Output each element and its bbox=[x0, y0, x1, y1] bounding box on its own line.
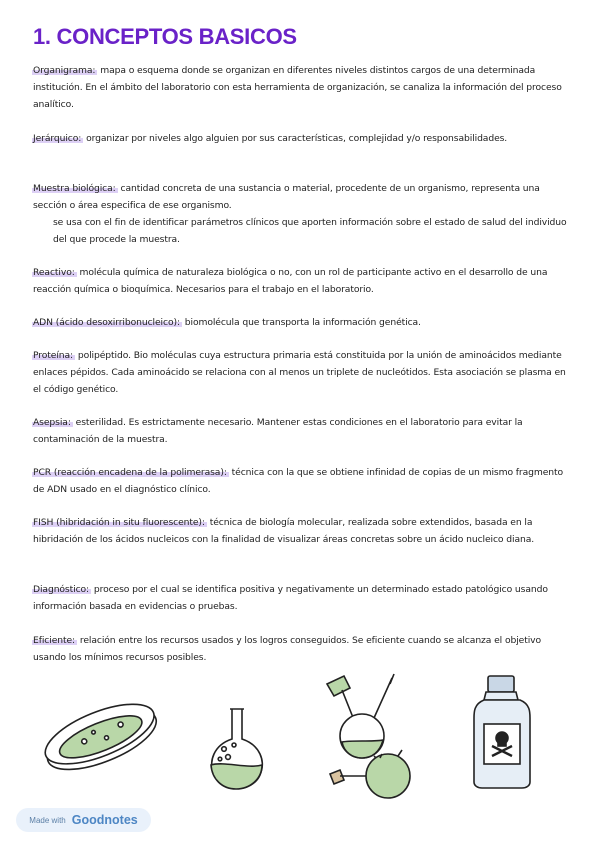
poison-bottle-icon bbox=[470, 672, 534, 790]
round-flask-icon bbox=[200, 703, 272, 795]
entry-reactivo bbox=[33, 264, 573, 298]
made-with-goodnotes-badge[interactable] bbox=[16, 808, 151, 832]
term: FISH (hibridación in situ fluorescente): bbox=[33, 517, 205, 528]
definition: proceso por el cual se identifica positiva y negativamente un determinado estado patológico usando información basada en evidencias o pruebas. bbox=[33, 584, 548, 612]
page-title: 1. CONCEPTOS BASICOS bbox=[33, 24, 297, 49]
definition: técnica de biología molecular, realizada sobre extendidos, basada en la hibridación de los ácidos nucleicos con la finalidad de visualizar áreas concretas sobre un ácido nucleico diana. bbox=[33, 517, 535, 545]
entry-proteina bbox=[33, 347, 573, 398]
distillation-flask-icon bbox=[322, 670, 422, 802]
definition: técnica con la que se obtiene infinidad de copias de un mismo fragmento de ADN usado en el diagnóstico clínico. bbox=[33, 467, 564, 495]
entry-adn bbox=[33, 314, 573, 331]
entry-diagnostico bbox=[33, 581, 573, 615]
goodnotes-logo-text: Goodnotes bbox=[71, 813, 138, 827]
term: ADN (ácido desoxirribonucleico): bbox=[33, 317, 180, 328]
term: PCR (reacción encadena de la polimerasa): bbox=[33, 467, 227, 478]
petri-dish-icon bbox=[35, 690, 165, 775]
entry-organigrama bbox=[33, 62, 573, 113]
entry-eficiente bbox=[33, 632, 573, 666]
definition: biomolécula que transporta la información genética. bbox=[181, 317, 421, 328]
term: Diagnóstico: bbox=[33, 584, 90, 595]
definition: mapa o esquema donde se organizan en diferentes niveles distintos cargos de una determinada institución. En el ámbito del laboratorio con esta herramienta de organización, se canaliza la información del proceso analítico. bbox=[33, 65, 562, 110]
term: Eficiente: bbox=[33, 635, 76, 646]
entry-fish bbox=[33, 514, 573, 548]
definition: polipéptido. Bio moléculas cuya estructura primaria está constituida por la unión de aminoácidos mediante enlaces pépidos. Cada aminoácido se relaciona con al menos un triplete de nucleótidos. Esta asociación se plasma en el código genético. bbox=[33, 350, 566, 395]
term: Jerárquico: bbox=[33, 133, 82, 144]
term: Organigrama: bbox=[33, 65, 96, 76]
definition: molécula química de naturaleza biológica o no, con un rol de participante activo en el desarrollo de una reacción química o bioquímica. Necesarios para el trabajo en el laboratorio. bbox=[33, 267, 548, 295]
entry-asepsia bbox=[33, 414, 573, 448]
entry-jerarquico bbox=[33, 130, 573, 147]
term: Reactivo: bbox=[33, 267, 75, 278]
term: Asepsia: bbox=[33, 417, 71, 428]
made-with-label: Made with bbox=[29, 815, 66, 825]
definition: cantidad concreta de una sustancia o material, procedente de un organismo, representa una sección o área especifica de ese organismo. bbox=[33, 183, 540, 211]
definition: esterilidad. Es estrictamente necesario. Mantener estas condiciones en el laboratorio para evitar la contaminación de la muestra. bbox=[33, 417, 523, 445]
entry-muestra-biologica bbox=[33, 180, 573, 248]
definition: relación entre los recursos usados y los logros conseguidos. Se eficiente cuando se alcanza el objetivo usando los mínimos recursos posibles. bbox=[33, 635, 542, 663]
sub-definition: se usa con el fin de identificar parámetros clínicos que aporten información sobre el estado de salud del individuo del que procede la muestra. bbox=[53, 217, 567, 245]
definition: organizar por niveles algo alguien por sus características, complejidad y/o responsabilidades. bbox=[83, 133, 508, 144]
term: Muestra biológica: bbox=[33, 183, 116, 194]
entry-pcr bbox=[33, 464, 573, 498]
term: Proteína: bbox=[33, 350, 74, 361]
